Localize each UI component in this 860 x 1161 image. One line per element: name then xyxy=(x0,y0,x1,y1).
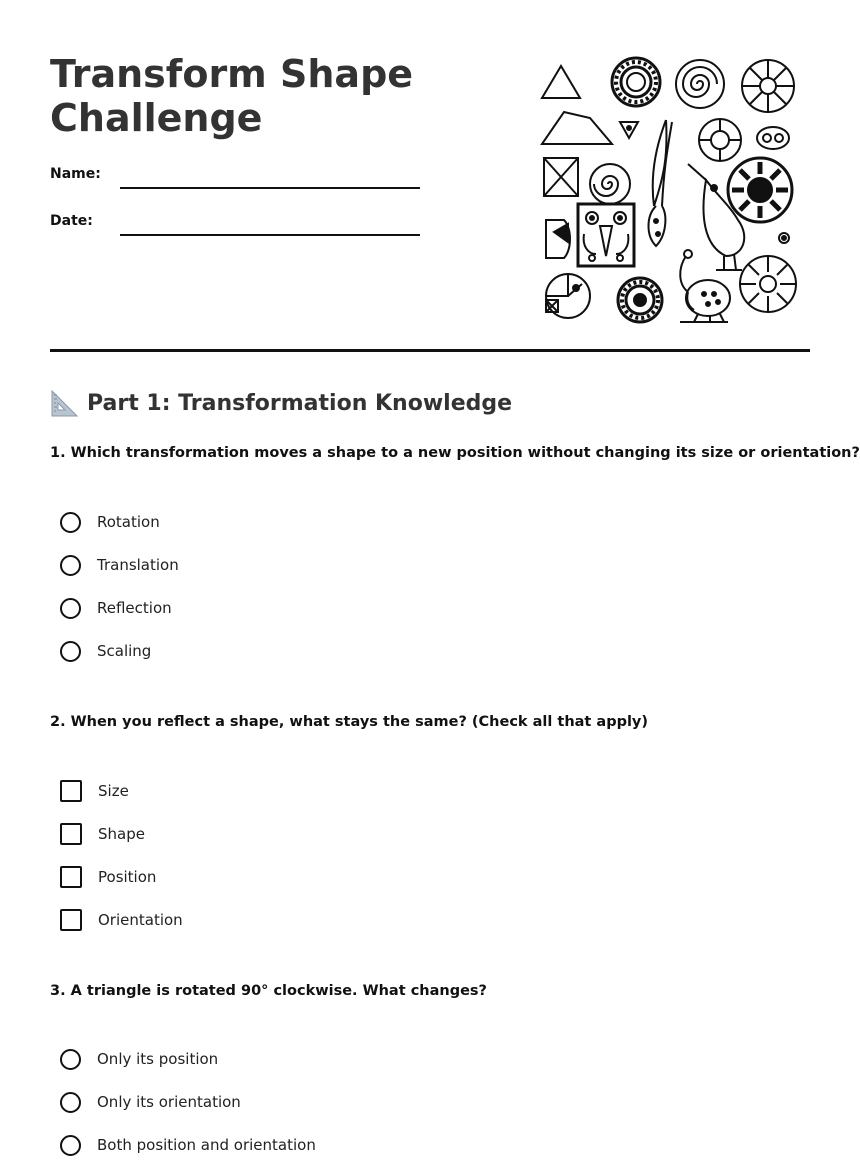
section-heading xyxy=(50,386,512,420)
option-label: Only its position xyxy=(97,1050,219,1068)
header-divider xyxy=(50,349,810,352)
q3-option-orientation[interactable] xyxy=(60,1089,241,1115)
option-label: Only its orientation xyxy=(97,1093,241,1111)
radio-button[interactable] xyxy=(60,1049,81,1070)
q2-option-position[interactable] xyxy=(60,864,156,890)
section-title: Part 1: Transformation Knowledge xyxy=(87,390,513,416)
sun-medallion-shape xyxy=(728,158,792,222)
spiral-medallion-shape xyxy=(676,60,724,108)
checkbox[interactable] xyxy=(60,780,82,802)
option-label: Shape xyxy=(98,825,145,843)
ring-medallion-shape xyxy=(612,58,660,106)
radio-button[interactable] xyxy=(60,641,81,662)
folk-art-shapes-illustration xyxy=(538,56,800,324)
eye-shape xyxy=(757,127,789,149)
worksheet-title xyxy=(50,52,413,140)
option-label: Size xyxy=(98,782,129,800)
spiral-small-shape xyxy=(590,164,630,204)
flower-medallion-shape xyxy=(699,119,741,161)
q2-option-size[interactable] xyxy=(60,778,129,804)
sunburst-medallion-shape xyxy=(742,60,794,112)
quarter-moon-shape xyxy=(546,220,570,258)
checkbox[interactable] xyxy=(60,909,82,931)
radio-button[interactable] xyxy=(60,598,81,619)
title-line-1: Transform Shape xyxy=(50,52,414,96)
date-label: Date: xyxy=(50,213,93,229)
radio-button[interactable] xyxy=(60,555,81,576)
mountain-triangle-shape xyxy=(542,112,612,144)
option-label: Both position and orientation xyxy=(97,1136,316,1154)
q2-option-orientation[interactable] xyxy=(60,907,183,933)
option-label: Reflection xyxy=(97,599,172,617)
checkbox[interactable] xyxy=(60,823,82,845)
hourglass-shape xyxy=(544,158,578,196)
question-2-text: 2. When you reflect a shape, what stays the same? (Check all that apply) xyxy=(50,714,648,730)
date-field[interactable] xyxy=(120,234,420,236)
turkey-bird-shape xyxy=(680,250,730,322)
q1-option-reflection[interactable] xyxy=(60,595,172,621)
option-label: Scaling xyxy=(97,642,152,660)
title-line-2: Challenge xyxy=(50,96,263,140)
spiral-sun-shape xyxy=(740,256,796,312)
name-field[interactable] xyxy=(120,187,420,189)
option-label: Position xyxy=(98,868,157,886)
option-label: Rotation xyxy=(97,513,160,531)
radio-button[interactable] xyxy=(60,512,81,533)
feather-plant-shape xyxy=(649,120,673,246)
radio-button[interactable] xyxy=(60,1135,81,1156)
set-square-icon xyxy=(50,389,79,418)
triangle-shape xyxy=(542,66,580,98)
dotted-medallion-shape xyxy=(618,278,662,322)
mask-totem-shape xyxy=(578,204,634,266)
checkbox[interactable] xyxy=(60,866,82,888)
radio-button[interactable] xyxy=(60,1092,81,1113)
q1-option-translation[interactable] xyxy=(60,552,179,578)
name-label: Name: xyxy=(50,166,101,182)
compass-quarter-shape xyxy=(546,274,590,318)
q2-option-shape[interactable] xyxy=(60,821,145,847)
question-3-text: 3. A triangle is rotated 90° clockwise. What changes? xyxy=(50,983,487,999)
bird-shape xyxy=(688,164,744,270)
option-label: Translation xyxy=(97,556,179,574)
option-label: Orientation xyxy=(98,911,183,929)
q1-option-rotation[interactable] xyxy=(60,509,160,535)
q3-option-position[interactable] xyxy=(60,1046,218,1072)
question-1-text: 1. Which transformation moves a shape to a new position without changing its size or orientation? xyxy=(50,445,860,461)
q3-option-both[interactable] xyxy=(60,1132,316,1158)
q1-option-scaling[interactable] xyxy=(60,638,151,664)
